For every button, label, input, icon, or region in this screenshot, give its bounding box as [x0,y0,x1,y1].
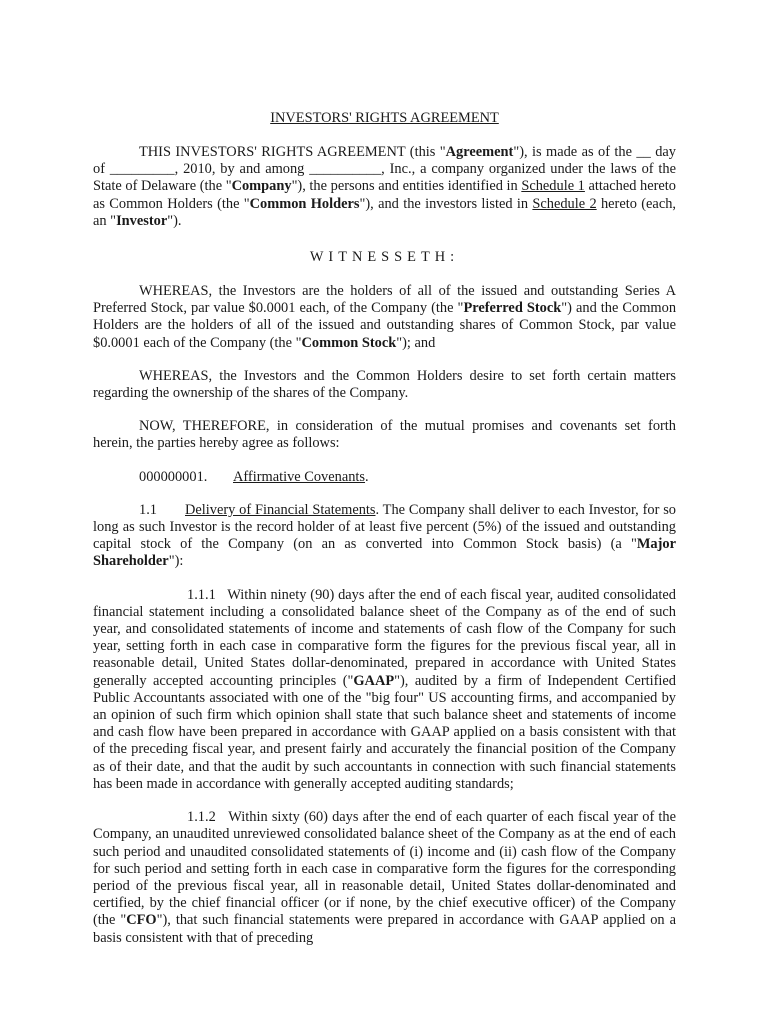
schedule-1-reference: Schedule 1 [521,178,585,195]
intro-text-1: THIS INVESTORS' RIGHTS AGREEMENT (this " [139,144,446,160]
section-1-heading [93,469,676,486]
section-1-1-number: 1.1 [139,501,157,518]
whereas-paragraph-2: WHEREAS, the Investors and the Common Holders desire to set forth certain matters regarding the ownership of the shares of the Company. [93,367,676,402]
whereas1-text-3: "); and [396,334,436,351]
document-title: INVESTORS' RIGHTS AGREEMENT [270,110,499,126]
section-1-1-1-number: 1.1.1 [187,586,216,603]
defined-term-agreement: Agreement [445,144,514,160]
whereas-paragraph-1 [93,283,676,352]
section-1-1-2-number: 1.1.2 [187,809,216,826]
whereas1-text-1: WHEREAS, the Investors are the holders of all of the issued and outstanding Series A Preferred Stock, par value $0.0001 each, of the Company (the " [93,283,676,317]
intro-text-5: "), and the investors listed in [359,195,533,212]
defined-term-cfo: CFO [126,912,157,929]
intro-text-2: "), is made as of the __ day of _________, 2010, by and among __________, Inc., a company organized under the laws of the State of Delaware (the " [93,144,676,195]
section-1-1-2-text-2: "), that such financial statements were prepared in accordance with GAAP applied on a basis consistent with that of preceding [93,912,676,946]
section-1-1-2-paragraph [93,809,676,947]
whereas1-text-2: ") and the Common Holders are the holders of all of the issued and outstanding shares of Common Stock, par value $0.0001 each of the Company (the " [93,300,677,351]
section-1-1-1-text-2: "), audited by a firm of Independent Certified Public Accountants associated with one of the "big four" US accounting firms, and accompanied by an opinion of such firm which opinion shall state that such balance sheet and statements of income and cash flow have been prepared in accordance with GAAP applied on a basis consistent with that of the preceding fiscal year, and present fairly and accurately the financial position of the Company as of their date, and that the audit by such accountants in connection with such financial statements has been made in accordance with generally accepted auditing standards; [93,672,676,792]
section-1-1-text-2: "): [168,553,184,570]
section-1-1-1-paragraph [93,587,676,793]
defined-term-gaap: GAAP [353,672,395,689]
defined-term-major-shareholder: Major Shareholder [93,536,676,570]
defined-term-preferred-stock: Preferred Stock [463,300,562,317]
section-1-number: 000000001. [139,468,208,485]
defined-term-common-holders: Common Holders [249,195,360,212]
intro-text-7: "). [167,212,182,229]
section-1-title: Affirmative Covenants [233,468,366,485]
schedule-2-reference: Schedule 2 [532,195,597,212]
intro-text-4: attached hereto as Common Holders (the " [93,178,676,212]
intro-text-3: "), the persons and entities identified in [291,178,522,195]
defined-term-investor: Investor [116,212,168,229]
document-body [93,108,676,947]
now-therefore-paragraph: NOW, THEREFORE, in consideration of the mutual promises and covenants set forth herein, the parties hereby agree as follows: [93,418,676,452]
witnesseth-heading: WITNESSETH: [309,249,460,266]
section-1-1-text-1: . The Company shall deliver to each Investor, for so long as such Investor is the record holder of at least five percent (5%) of the issued and outstanding capital stock of the Company (on an as converted into Common Stock basis) (a " [93,501,676,553]
section-1-1-paragraph [93,502,676,571]
defined-term-company: Company [231,178,292,195]
intro-paragraph [93,144,676,230]
section-1-1-2-text-1: Within sixty (60) days after the end of each quarter of each fiscal year of the Company, an unaudited unreviewed consolidated balance sheet of the Company as at the end of each such period and unaudited consolidated statements of (i) income and (ii) cash flow of the Company for such period and setting forth in each case in comparative form the figures for the corresponding period of the previous fiscal year, all in reasonable detail, United States dollar-denominated and certified, by the chief financial officer (or if none, by the chief executive officer) of the Company (the " [93,809,677,929]
section-1-1-title: Delivery of Financial Statements [185,501,376,518]
section-1-period: . [365,468,369,485]
section-1-1-1-text-1: Within ninety (90) days after the end of each fiscal year, audited consolidated financial statement including a consolidated balance sheet of the Company as of the end of such year, and consolidated statements of income and statements of cash flow of the Company for such year, setting forth in each case in comparative form the figures for the previous fiscal year, all in reasonable detail, United States dollar-denominated, prepared in accordance with United States generally accepted accounting principles (" [93,586,676,689]
defined-term-common-stock: Common Stock [301,334,397,351]
intro-text-6: hereto (each, an " [93,195,676,229]
